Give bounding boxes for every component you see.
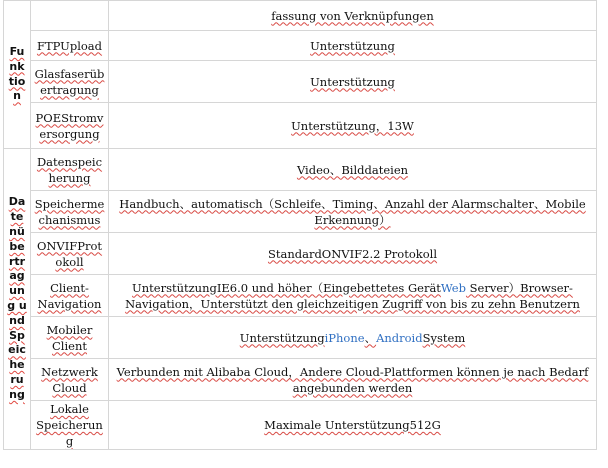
table-row (4, 103, 597, 149)
table-row (4, 149, 597, 191)
feature-cell: Glasfaserübertragung (31, 61, 109, 103)
value-cell: Handbuch、automatisch（Schleife、Timing、Anzahl der Alarmschalter、Mobile Erkennung） (109, 191, 597, 233)
table-row (4, 359, 597, 401)
feature-cell: Client-Navigation (31, 275, 109, 317)
value-cell: Unterstützung (109, 31, 597, 61)
value-cell: Verbunden mit Alibaba Cloud，Andere Cloud-Plattformen können je nach Bedarf angebunden werden (109, 359, 597, 401)
feature-cell: Speichermechanismus (31, 191, 109, 233)
feature-cell: Mobiler Client (31, 317, 109, 359)
feature-cell: POEStromversorgung (31, 103, 109, 149)
value-cell: Maximale Unterstützung512G (109, 401, 597, 450)
value-cell: UnterstützungIE6.0 und höher（Eingebettetes GerätWeb Server）Browser-Navigation，Unterstützt den gleichzeitigen Zugriff von bis zu zehn Benutzern (109, 275, 597, 317)
feature-cell: Netzwerk Cloud (31, 359, 109, 401)
category-daten: Datenübertragung und Speicherung (4, 149, 31, 450)
table-row (4, 275, 597, 317)
web-highlight: Web (440, 280, 466, 295)
table-row (4, 233, 597, 275)
table-row (4, 31, 597, 61)
feature-cell: ONVIFProtokoll (31, 233, 109, 275)
feature-cell: FTPUpload (31, 31, 109, 61)
table-row (4, 61, 597, 103)
category-funktion: Funktion (4, 1, 31, 149)
value-cell: UnterstützungiPhone、AndroidSystem (109, 317, 597, 359)
table-row (4, 191, 597, 233)
feature-cell: Datenspeicherung (31, 149, 109, 191)
table-row (4, 317, 597, 359)
value-cell: Unterstützung (109, 61, 597, 103)
value-cell: Video、Bilddateien (109, 149, 597, 191)
spec-table (3, 0, 597, 450)
table-row (4, 401, 597, 450)
value-cell: StandardONVIF2.2 Protokoll (109, 233, 597, 275)
table-row (4, 1, 597, 31)
feature-cell (31, 1, 109, 31)
value-cell: fassung von Verknüpfungen (109, 1, 597, 31)
value-cell: Unterstützung，13W (109, 103, 597, 149)
iphone-highlight: iPhone (324, 330, 365, 345)
feature-cell: Lokale Speicherung (31, 401, 109, 450)
android-highlight: Android (376, 330, 423, 345)
